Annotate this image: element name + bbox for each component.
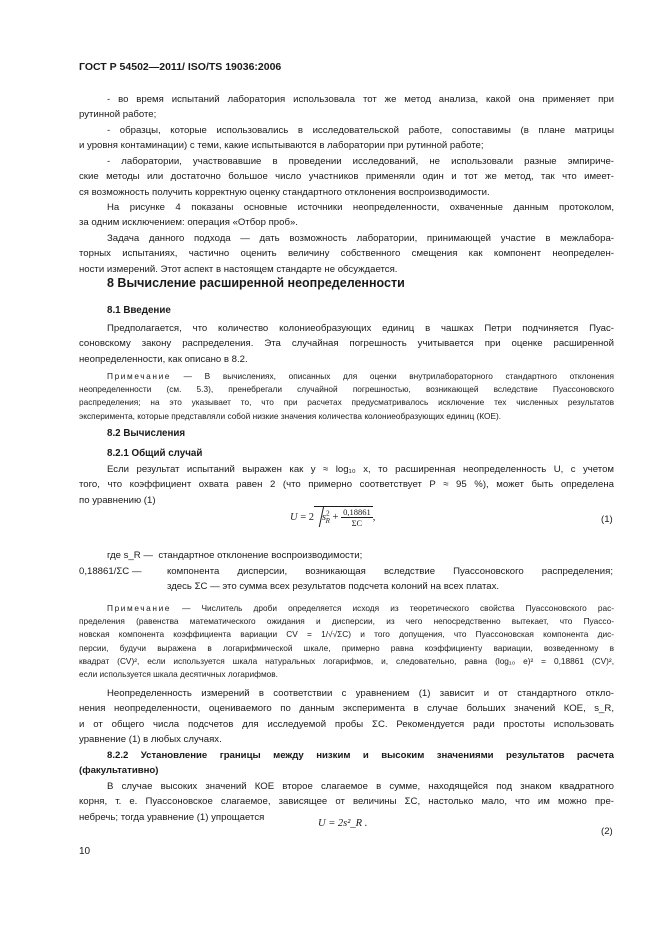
- page-number: 10: [79, 846, 91, 857]
- document-header: ГОСТ Р 54502—2011/ ISO/TS 19036:2006: [79, 61, 282, 73]
- note-1: Примечание — В вычислениях, описанных для оценки внутрилабораторного стандартного отклонения неопределенности (см. 5.3), пренебрегали случайной погрешностью, возникающей вследствие Пуассоновского распределения; на это указывает то, что при расчетах предусматривалось исключение тех численных результатов эксперимента, которые представляли собой низкие значения количества колониеобразующих единиц (КОЕ).: [79, 371, 614, 421]
- where-poisson: 0,18861/ΣC — компонента дисперсии, возникающая вследствие Пуассоновского распределения; здесь ΣC — это сумма всех результатов подсчета колоний на всех платах.: [79, 566, 613, 593]
- equation-2-number: (2): [601, 826, 613, 837]
- note-1-label: Примечание: [107, 371, 172, 381]
- bullet-samples: - образцы, которые использовались в исследовательской работе, сопоставимы (в плане матрицы и уровня контаминации) с теми, какие испытываются в лаборатории при рутинной работе;: [79, 125, 614, 152]
- bullet-same-method: - во время испытаний лаборатория использовала тот же метод анализа, какой она применяет при рутинной работе;: [79, 94, 614, 121]
- paragraph-8-2-2: В случае высоких значений КОЕ второе слагаемое в сумме, находящейся под знаком квадратного корня, т. е. Пуассоновское слагаемое, зависящее от величины ΣC, настолько мало, что им можно пре- небречь; тогда уравнение (1) упрощается: [79, 781, 614, 823]
- section-8-heading: 8 Вычисление расширенной неопределенности: [107, 276, 405, 290]
- paragraph-8-1: Предполагается, что количество колониеобразующих единиц в чашках Петри подчиняется Пуас- соновскому закону распределения. Эта случайная погрешность учитывается при оценке расширенной неопределенности, как описано в 8.2.: [79, 323, 614, 365]
- note-2: Примечание — Числитель дроби определяется исходя из теоретического свойства Пуассоновского рас- пределения (равенства математического ожидания и дисперсии, из чего непосредственно вытекает, что Пуассо- новская компонента коэффициента вариации CV = 1/√√ΣC) и того допущения, что Пуассоновская компонента дис- персии, будучи выражена в логарифмической шкале, примерно равна коэффициенту вариации, возведенному в квадрат (CV)², если используется шкала натуральных логарифмов, и, следовательно, равна (log₁₀ e)² = 0,18861 (CV)², если используется шкала десятичных логарифмов.: [79, 603, 614, 680]
- where-sr: где s_R — стандартное отклонение воспроизводимости;: [107, 550, 363, 561]
- subsection-8-1-heading: 8.1 Введение: [107, 305, 171, 316]
- note-2-label: Примечание: [107, 603, 172, 613]
- sqrt-sign: $s^2_R$ + $\frac{0,18861}{\Sigma C}$: [314, 506, 373, 528]
- subsection-8-2-2-heading: 8.2.2 Установление границы между низким и высоким значениями результатов расчета (факультативно): [79, 750, 614, 777]
- equation-1: U = 2 $s^2_R$ + $\frac{0,18861}{\Sigma C}$ ,: [290, 507, 376, 528]
- equation-1-number: (1): [601, 514, 613, 525]
- fraction: $\frac{0,18861}{\Sigma C}$: [343, 507, 371, 528]
- subsection-8-2-heading: 8.2 Вычисления: [107, 428, 186, 439]
- paragraph-8-2-1: Если результат испытаний выражен как y ≈ log₁₀ x, то расширенная неопределенность U, с учетом того, что коэффициент охвата равен 2 (что примерно соответствует P ≈ 95 %), может быть определена по уравнению (1): [79, 464, 614, 506]
- paragraph-approach: Задача данного подхода — дать возможность лаборатории, принимающей участие в межлабора- торных испытаниях, частично оценить величину собственного смещения как компонент неопределен- ности измерений. Этот аспект в настоящем стандарте не обсуждается.: [79, 233, 614, 275]
- subsection-8-2-1-heading: 8.2.1 Общий случай: [107, 448, 203, 459]
- paragraph-uncertainty: Неопределенность измерений в соответствии с уравнением (1) зависит и от стандартного откло- нения неопределенности, оцениваемого по данным эксперимента в случае больших значений КОЕ, s_R, и от общего числа подсчетов для исследуемой пробы ΣC. Рекомендуется ради простоты использовать уравнение (1) в любых случаях.: [79, 688, 614, 746]
- bullet-labs: - лаборатории, участвовавшие в проведении исследований, не использовали разные эмпириче- ские методы или достаточно большое число участников применяли один и тот же метод, так что имеет- ся возможность получить корректную оценку стандартного отклонения воспроизводимости.: [79, 156, 614, 198]
- equation-2: U = 2s²_R .: [318, 818, 368, 829]
- paragraph-figure4: На рисунке 4 показаны основные источники неопределенности, охваченные данным протоколом, за одним исключением: операция «Отбор проб».: [79, 202, 614, 229]
